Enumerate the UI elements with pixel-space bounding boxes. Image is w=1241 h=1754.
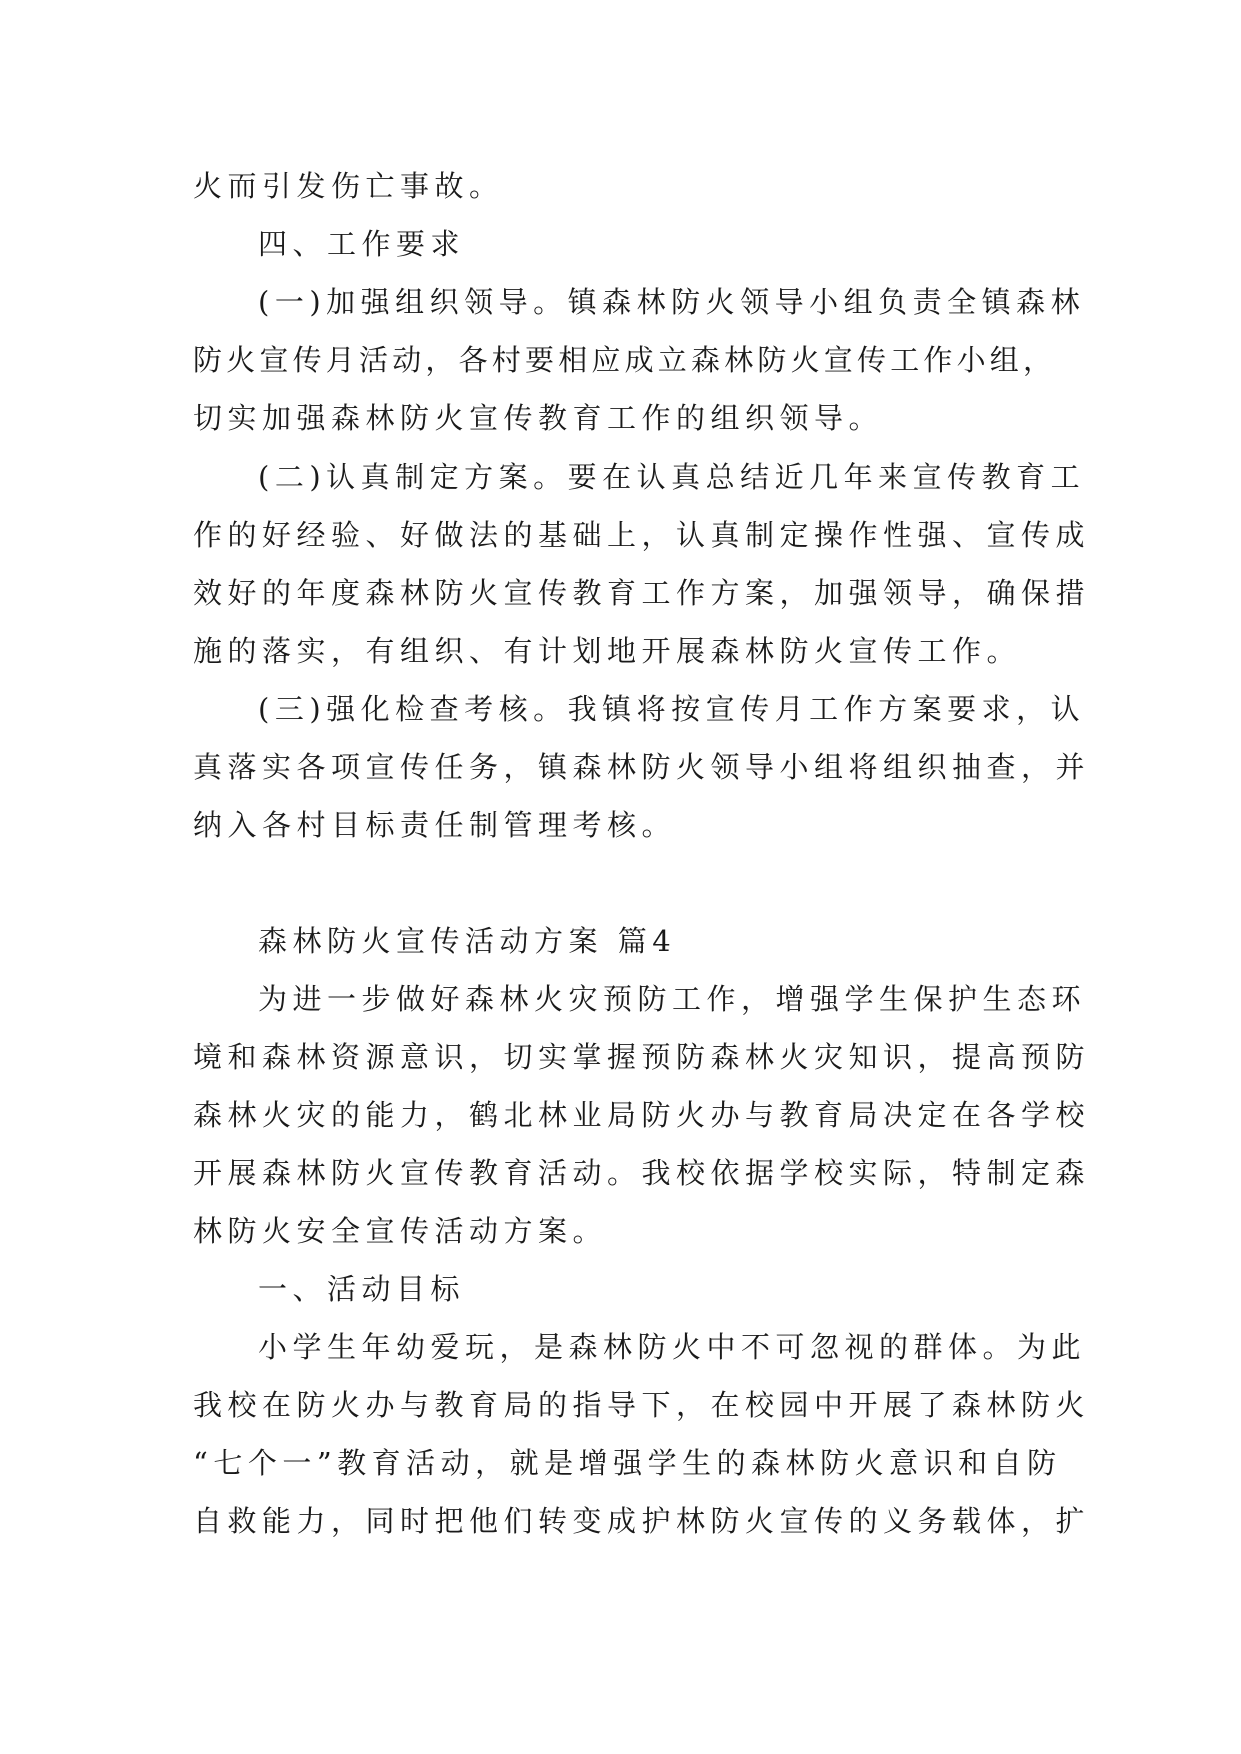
text-line: 为进一步做好森林火灾预防工作，增强学生保护生态环 — [258, 982, 1087, 1016]
section-heading: 一、活动目标 — [258, 1272, 466, 1306]
text-line: 作的好经验、好做法的基础上，认真制定操作性强、宣传成 — [193, 518, 1091, 552]
text-line: (三)强化检查考核。我镇将按宣传月工作方案要求，认 — [258, 692, 1086, 726]
text-line: 火而引发伤亡事故。 — [193, 169, 504, 203]
text-line: 施的落实，有组织、有计划地开展森林防火宣传工作。 — [193, 634, 1022, 668]
text-line: 防火宣传月活动，各村要相应成立森林防火宣传工作小组， — [193, 343, 1057, 377]
article-title: 森林防火宣传活动方案 篇4 — [258, 924, 677, 958]
text-line: 我校在防火办与教育局的指导下，在校园中开展了森林防火 — [193, 1388, 1091, 1422]
text-line: 切实加强森林防火宣传教育工作的组织领导。 — [193, 401, 884, 435]
text-line: (二)认真制定方案。要在认真总结近几年来宣传教育工 — [258, 460, 1086, 494]
text-line: 效好的年度森林防火宣传教育工作方案，加强领导，确保措 — [193, 576, 1091, 610]
text-line: 境和森林资源意识，切实掌握预防森林火灾知识，提高预防 — [193, 1040, 1091, 1074]
text-line: 自救能力，同时把他们转变成护林防火宣传的义务载体，扩 — [193, 1504, 1091, 1538]
section-heading: 四、工作要求 — [258, 227, 466, 261]
text-line: 纳入各村目标责任制管理考核。 — [193, 808, 677, 842]
text-line: 林防火安全宣传活动方案。 — [193, 1214, 608, 1248]
text-line: 森林火灾的能力，鹤北林业局防火办与教育局决定在各学校 — [193, 1098, 1091, 1132]
text-line: 小学生年幼爱玩，是森林防火中不可忽视的群体。为此 — [258, 1330, 1087, 1364]
text-line: 开展森林防火宣传教育活动。我校依据学校实际，特制定森 — [193, 1156, 1091, 1190]
text-line: “七个一”教育活动，就是增强学生的森林防火意识和自防 — [193, 1446, 1062, 1480]
text-line: (一)加强组织领导。镇森林防火领导小组负责全镇森林 — [258, 285, 1086, 319]
text-line: 真落实各项宣传任务，镇森林防火领导小组将组织抽查，并 — [193, 750, 1091, 784]
